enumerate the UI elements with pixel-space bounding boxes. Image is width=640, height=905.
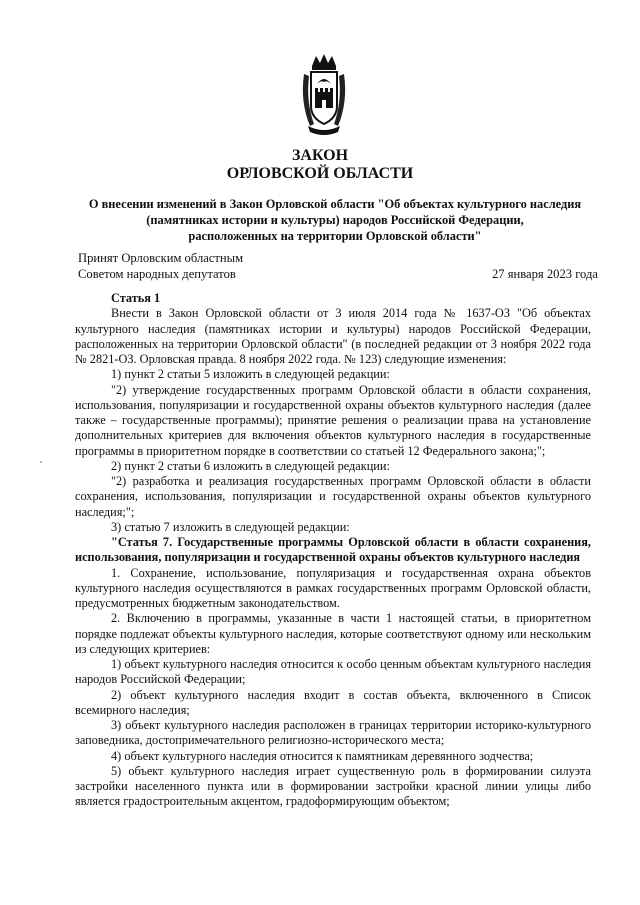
law-subtitle-line-3: расположенных на территории Орловской области" (188, 229, 482, 243)
paragraph-item-1-text: "2) утверждение государственных программ Орловской области в области сохранения, использования, популяризации и государственной охраны объектов культурного наследия (далее также – государственные программы); принятие решения о реализации права на установление дополнительных критериев для включения объектов культурного наследия в государственные программы в приоритетном порядке в соответствии со статьей 12 Федерального закона;"; (75, 382, 591, 458)
region-title: ОРЛОВСКОЙ ОБЛАСТИ (226, 165, 414, 182)
criterion-5: 5) объект культурного наследия играет существенную роль в формировании силуэта застройки населенного пункта или в формировании застройки красной линии улицы либо является градостроительным акцентом, градоформирующим объектом; (75, 763, 591, 809)
criterion-2: 2) объект культурного наследия входит в состав объекта, включенного в Список всемирного наследия; (75, 687, 591, 717)
paragraph-item-2-text: "2) разработка и реализация государственных программ Орловской области в области сохранения, использования, популяризации и государственной охраны объектов культурного наследия;"; (75, 474, 591, 519)
criterion-4: 4) объект культурного наследия относится к памятникам деревянного зодчества; (111, 748, 534, 763)
article-7-part-1: 1. Сохранение, использование, популяризация и государственная охрана объектов культурного наследия осуществляются в рамках государственных программ Орловской области, предусмотренных бюджетным законодательством. (75, 565, 591, 610)
coat-of-arms-icon (298, 52, 350, 138)
paragraph-item-1: 1) пункт 2 статьи 5 изложить в следующей редакции: (111, 367, 390, 382)
law-body (75, 291, 591, 810)
law-subtitle-line-2: (памятниках истории и культуры) народов Российской Федерации, (146, 213, 524, 227)
article-7-part-2: 2. Включению в программы, указанные в части 1 настоящей статьи, в приоритетном порядке подлежат объекты культурного наследия, которые соответствуют одному или нескольким из следующих критериев: (75, 611, 591, 656)
adoption-date: 27 января 2023 года (491, 267, 598, 281)
adoption-line-2: Советом народных депутатов (78, 267, 236, 281)
criterion-1: 1) объект культурного наследия относится к особо ценным объектам культурного наследия народов Российской Федерации; (75, 657, 591, 687)
article-1-heading: Статья 1 (111, 291, 161, 305)
law-subtitle-line-1: О внесении изменений в Закон Орловской области "Об объектах культурного наследия (88, 197, 582, 211)
adoption-line-1: Принят Орловским областным (78, 251, 244, 265)
paragraph-item-3: 3) статью 7 изложить в следующей редакции: (111, 519, 350, 534)
paragraph-item-2: 2) пункт 2 статьи 6 изложить в следующей редакции: (111, 458, 390, 473)
article-7-heading: "Статья 7. Государственные программы Орловской области в области сохранения, использования, популяризации и государственной охраны объектов культурного наследия (75, 535, 591, 565)
scan-artifact (40, 461, 42, 463)
law-title: ЗАКОН (291, 147, 349, 164)
adoption-block (78, 250, 243, 282)
paragraph-intro: Внести в Закон Орловской области от 3 июля 2014 года № 1637-ОЗ "Об объектах культурного наследия (памятниках истории и культуры) народов Российской Федерации, расположенных на территории Орловской области" (в последней редакции от 3 ноября 2022 года № 2821-ОЗ. Орловская правда. 8 ноября 2022 года. № 123) следующие изменения: (75, 306, 591, 366)
criterion-3: 3) объект культурного наследия расположен в границах территории историко-культурного заповедника, достопримечательного религиозно-исторического места; (75, 718, 591, 748)
